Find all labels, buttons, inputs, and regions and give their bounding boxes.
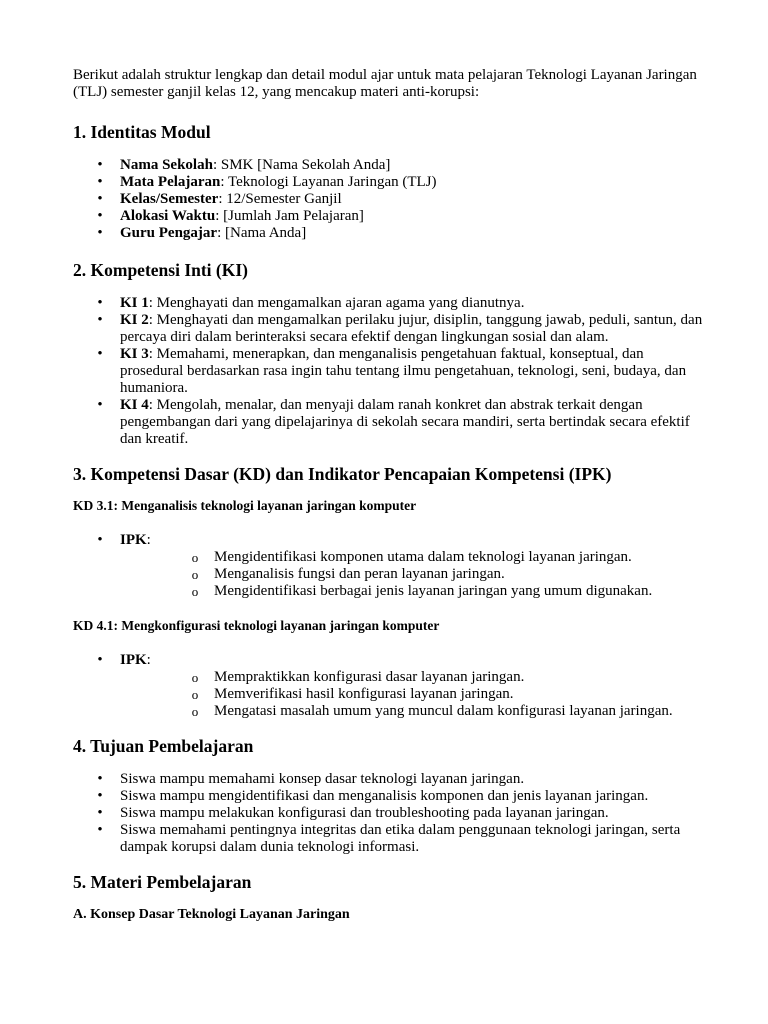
identitas-list [73,157,703,242]
list-item: • Alokasi Waktu: [Jumlah Jam Pelajaran] [73,208,703,225]
bullet-icon: • [97,771,103,787]
ipk-sublist [120,669,703,720]
kd-3-1-list [73,532,703,600]
bullet-icon: • [97,788,103,804]
materi-a-heading: A. Konsep Dasar Teknologi Layanan Jaringan [73,907,350,922]
circle-bullet-icon: o [191,550,199,565]
list-item: • IPK: o Mengidentifikasi komponen utama dalam teknologi layanan jaringan. o Menganalisis fungsi dan peran layanan jaringan. o Mengidentifikasi berbagai jenis layanan jaringan yang umum digunakan. [73,532,703,600]
bullet-icon: • [97,295,103,311]
sublist-item: o Mengidentifikasi berbagai jenis layanan jaringan yang umum digunakan. [191,583,653,599]
circle-bullet-icon: o [191,704,199,719]
document-page [73,67,703,923]
bullet-icon: • [97,822,103,838]
list-item: • Siswa mampu memahami konsep dasar teknologi layanan jaringan. [73,771,703,788]
list-item: • KI 2: Menghayati dan mengamalkan perilaku jujur, disiplin, tanggung jawab, peduli, santun, dan percaya diri dalam berinteraksi secara efektif dengan lingkungan sosial dan alam. [73,312,703,346]
tujuan-list [73,771,703,856]
circle-bullet-icon: o [191,584,199,599]
sublist-item: o Mempraktikkan konfigurasi dasar layanan jaringan. [191,669,525,685]
circle-bullet-icon: o [191,567,199,582]
bullet-icon: • [97,225,103,241]
list-item: • Siswa mampu mengidentifikasi dan menganalisis komponen dan jenis layanan jaringan. [73,788,703,805]
bullet-icon: • [97,191,103,207]
list-item: • Guru Pengajar: [Nama Anda] [73,225,703,242]
kd-3-1-heading: KD 3.1: Menganalisis teknologi layanan jaringan komputer [73,498,417,513]
bullet-icon: • [97,157,103,173]
section-1-heading: 1. Identitas Modul [73,122,211,142]
sublist-item: o Menganalisis fungsi dan peran layanan jaringan. [191,566,505,582]
section-3-heading: 3. Kompetensi Dasar (KD) dan Indikator Pencapaian Kompetensi (IPK) [73,464,612,484]
bullet-icon: • [97,208,103,224]
section-5-heading: 5. Materi Pembelajaran [73,872,252,892]
bullet-icon: • [97,805,103,821]
sublist-item: o Memverifikasi hasil konfigurasi layanan jaringan. [191,686,514,702]
bullet-icon: • [97,532,103,548]
ki-list [73,295,703,448]
list-item: • KI 4: Mengolah, menalar, dan menyaji dalam ranah konkret dan abstrak terkait dengan pengembangan dari yang dipelajarinya di sekolah secara mandiri, serta bertindak secara efektif dan kreatif. [73,397,703,448]
circle-bullet-icon: o [191,670,199,685]
list-item: • IPK: o Mempraktikkan konfigurasi dasar layanan jaringan. o Memverifikasi hasil konfigurasi layanan jaringan. o Mengatasi masalah umum yang muncul dalam konfigurasi layanan jaringan. [73,652,703,720]
list-item: • Kelas/Semester: 12/Semester Ganjil [73,191,703,208]
bullet-icon: • [97,397,103,413]
list-item: • Nama Sekolah: SMK [Nama Sekolah Anda] [73,157,703,174]
bullet-icon: • [97,312,103,328]
list-item: • Siswa memahami pentingnya integritas dan etika dalam penggunaan teknologi jaringan, serta dampak korupsi dalam dunia teknologi informasi. [73,822,703,856]
bullet-icon: • [97,346,103,362]
circle-bullet-icon: o [191,687,199,702]
ipk-sublist [120,549,703,600]
kd-4-1-list [73,652,703,720]
list-item: • Siswa mampu melakukan konfigurasi dan troubleshooting pada layanan jaringan. [73,805,703,822]
list-item: • KI 3: Memahami, menerapkan, dan menganalisis pengetahuan faktual, konseptual, dan prosedural berdasarkan rasa ingin tahu tentang ilmu pengetahuan, teknologi, seni, budaya, dan humaniora. [73,346,703,397]
kd-4-1-heading: KD 4.1: Mengkonfigurasi teknologi layanan jaringan komputer [73,618,440,633]
list-item: • Mata Pelajaran: Teknologi Layanan Jaringan (TLJ) [73,174,703,191]
sublist-item: o Mengidentifikasi komponen utama dalam teknologi layanan jaringan. [191,549,632,565]
sublist-item: o Mengatasi masalah umum yang muncul dalam konfigurasi layanan jaringan. [191,703,673,719]
section-2-heading: 2. Kompetensi Inti (KI) [73,260,248,280]
bullet-icon: • [97,174,103,190]
section-4-heading: 4. Tujuan Pembelajaran [73,736,254,756]
intro-paragraph: Berikut adalah struktur lengkap dan detail modul ajar untuk mata pelajaran Teknologi Layanan Jaringan (TLJ) semester ganjil kelas 12, yang mencakup materi anti-korupsi: [73,67,697,100]
bullet-icon: • [97,652,103,668]
list-item: • KI 1: Menghayati dan mengamalkan ajaran agama yang dianutnya. [73,295,703,312]
